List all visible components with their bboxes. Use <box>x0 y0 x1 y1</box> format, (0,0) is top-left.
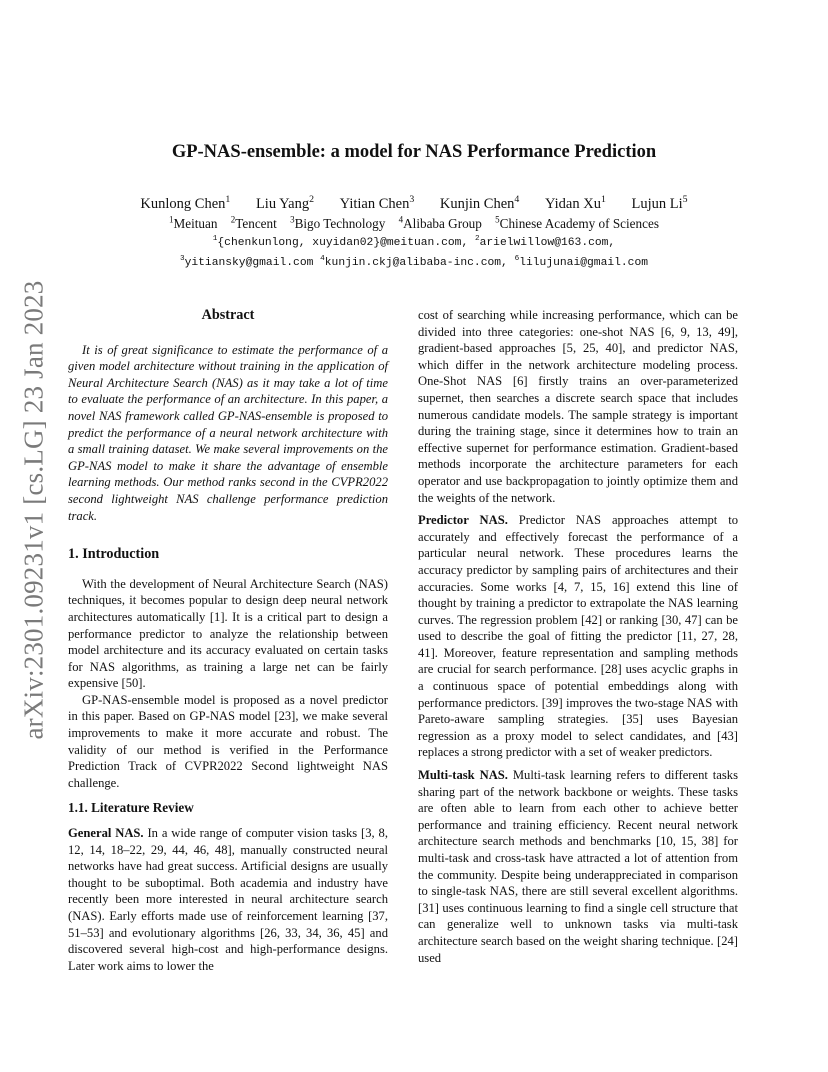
author: Kunlong Chen$^1$ <box>140 194 231 212</box>
intro-paragraph-2: GP-NAS-ensemble model is proposed as a novel predictor in this paper. Based on GP-NAS model [23], we make several improvements to make it more accurate and robust. The validity of our method is verified in the Performance Prediction Track of CVPR2022 Second lightweight NAS challenge. <box>68 692 388 790</box>
paper-title: GP-NAS-ensemble: a model for NAS Performance Prediction <box>171 142 657 162</box>
affiliation: $^1$Meituan <box>169 214 218 231</box>
author: Kunjin Chen$^4$ <box>439 194 520 212</box>
email: lilujunai@gmail.com <box>519 257 649 269</box>
arxiv-side-label: arXiv:2301.09231v1 [cs.LG] 23 Jan 2023 <box>18 280 49 740</box>
email: kunjin.ckj@alibaba-inc.com, <box>324 257 515 269</box>
left-column <box>68 307 388 974</box>
general-nas-paragraph: General NAS. In a wide range of computer vision tasks [3, 8, 12, 14, 18–22, 29, 44, 46, 48], manually constructed neural networks have had great success. Artificial designs are usually thought to be suboptimal. Both academia and industry have recently been more interested in neural architecture search (NAS). Early efforts made use of reinforcement learning [37, 51–53] and evolutionary algorithms [26, 33, 34, 36, 45] and discovered several high-cost and high-performance designs. Later work aims to lower the <box>68 826 389 973</box>
affiliation-list <box>0 216 828 232</box>
author: Lujun Li$^5$ <box>631 194 688 212</box>
intro-paragraph-1: With the development of Neural Architecture Search (NAS) techniques, it becomes popular to design deep neural network architectures automatically [1]. It is a critical part to design a performance predictor to analyze the relationship between model architecture and its accuracy evaluated on certain tasks for NAS algorithms, as training a large net can be fairly expensive [50]. <box>68 576 388 691</box>
email: {chenkunlong, xuyidan02}@meituan.com, <box>217 237 476 249</box>
affiliation: $^4$Alibaba Group <box>398 214 482 231</box>
author: Yidan Xu$^1$ <box>544 194 606 212</box>
affiliation: $^3$Bigo Technology <box>290 214 386 231</box>
author-list <box>0 196 828 213</box>
right-column <box>418 307 738 966</box>
multitask-nas-paragraph: Multi-task NAS. Multi-task learning refers to different tasks sharing part of the network backbone or weights. These tasks are often able to learn from each other to achieve better performance and training efficiency. Recent neural network architecture search methods and benchmarks [10, 15, 38] for multi-task and cross-task have attracted a lot of attention from the community. Despite being underappreciated in comparison to single-task NAS, there are still several excellent algorithms. [31] uses continuous learning to find a single cell structure that can generalize well to unknown tasks via multi-task architecture search based on the weight sharing technique. [24] used <box>418 768 738 965</box>
email-line-1: $^1${chenkunlong, xuyidan02}@meituan.com, $^2$arielwillow@163.com, <box>212 235 616 249</box>
continued-paragraph: cost of searching while increasing performance, which can be divided into three categories: one-shot NAS [6, 9, 13, 49], gradient-based approaches [5, 25, 40], and predictor NAS, which differ in the network architecture modeling process. One-Shot NAS [6] firstly trains an over-parameterized supernet, then searches a discrete search space that includes numerous candidate models. The sample strategy is important during the training stage, since it determines how to train an effective supernet for performance estimation. Gradient-based methods incorporate the architecture parameters for each operator and use backpropagation to jointly optimize them and the weights of the network. <box>418 308 738 505</box>
email: arielwillow@163.com, <box>479 237 616 249</box>
run-in-heading: General NAS. <box>68 826 144 841</box>
run-in-heading: Predictor NAS. <box>418 513 508 528</box>
abstract-text: It is of great significance to estimate the performance of a given model architecture without training in the application of Neural Architecture Search (NAS) as it may take a lot of time to evaluate the performance of an architecture. In this paper, a novel NAS framework called GP-NAS-ensemble is proposed to predict the performance of a neural network architecture with a small training dataset. We make several improvements on the GP-NAS model to make it share the advantage of ensemble learning methods. Our method ranks second in the CVPR2022 second lightweight NAS challenge performance prediction track. <box>68 342 388 523</box>
affiliation: $^5$Chinese Academy of Sciences <box>495 214 659 231</box>
email: yitiansky@gmail.com <box>184 257 321 269</box>
affiliation: $^2$Tencent <box>230 214 277 231</box>
email-line-2: $^3$yitiansky@gmail.com $^4$kunjin.ckj@alibaba-inc.com, $^6$lilujunai@gmail.com <box>179 255 649 269</box>
subsection-heading: 1.1. Literature Review <box>68 800 194 816</box>
author: Yitian Chen$^3$ <box>339 194 415 212</box>
author: Liu Yang$^2$ <box>255 194 315 212</box>
section-heading: 1. Introduction <box>68 546 160 563</box>
predictor-nas-paragraph: Predictor NAS. Predictor NAS approaches attempt to accurately and effectively forecast the performance of a particular neural network. These procedures learns the accuracy predictor by sampling pairs of architectures and their accuracies. Some works [4, 7, 15, 16] extend this line of thought by training a predictor to extrapolate the NAS learning curves. The regression problem [42] or ranking [30, 47] can be used to describe the goal of fitting the predictor [11, 27, 28, 41]. Moreover, feature representation and sampling methods are crucial for search performance. [28] uses acyclic graphs in a continuous space of potential embeddings along with performance predictors. [39] improves the two-stage NAS with Pareto-aware sampling strategies. [35] uses Bayesian regression as a proxy model to select candidates, and [43] replaces a strong predictor with a set of weaker predictors. <box>418 513 738 760</box>
run-in-heading: Multi-task NAS. <box>418 768 508 783</box>
abstract-heading: Abstract <box>201 307 255 323</box>
